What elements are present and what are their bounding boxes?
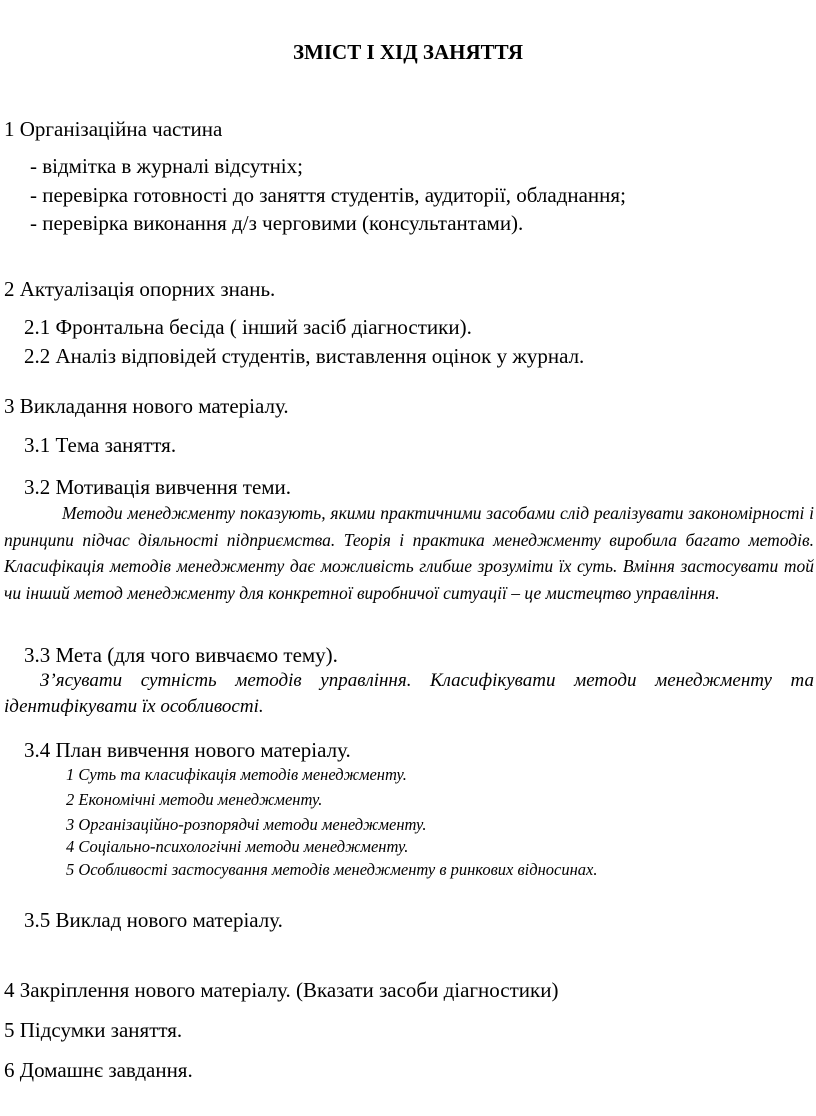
- list-item: - перевірка готовності до заняття студентів, аудиторії, обладнання;: [30, 183, 626, 207]
- section-3-1-heading: 3.1 Тема заняття.: [24, 433, 177, 457]
- section-3-heading: 3 Викладання нового матеріалу.: [4, 394, 289, 418]
- section-1-heading: 1 Організаційна частина: [4, 117, 223, 141]
- plan-item: 5 Особливості застосування методів менеджменту в ринкових відносинах.: [66, 860, 598, 879]
- list-item: - перевірка виконання д/з черговими (консультантами).: [30, 211, 524, 235]
- section-3-4-heading: 3.4 План вивчення нового матеріалу.: [24, 738, 351, 762]
- section-4-heading: 4 Закріплення нового матеріалу. (Вказати засоби діагностики): [4, 978, 559, 1002]
- page-title: ЗМІСТ І ХІД ЗАНЯТТЯ: [292, 40, 524, 64]
- section-3-5-heading: 3.5 Виклад нового матеріалу.: [24, 908, 283, 932]
- section-3-2-heading: 3.2 Мотивація вивчення теми.: [24, 475, 292, 499]
- section-6-heading: 6 Домашнє завдання.: [4, 1058, 193, 1082]
- goal-paragraph: З’ясувати сутність методів управління. Класифікувати методи менеджменту та ідентифікувати їх особливості.: [4, 670, 814, 717]
- plan-item: 4 Соціально-психологічні методи менеджменту.: [66, 837, 409, 856]
- plan-item: 2 Економічні методи менеджменту.: [66, 790, 323, 809]
- list-item: 2.2 Аналіз відповідей студентів, виставлення оцінок у журнал.: [24, 344, 585, 368]
- list-item: - відмітка в журналі відсутніх;: [30, 154, 303, 178]
- plan-item: 1 Суть та класифікація методів менеджменту.: [66, 765, 407, 784]
- plan-item: 3 Організаційно-розпорядчі методи менеджменту.: [66, 815, 427, 834]
- section-5-heading: 5 Підсумки заняття.: [4, 1018, 183, 1042]
- motivation-paragraph: Методи менеджменту показують, якими практичними засобами слід реалізувати закономірності і принципи підчас діяльності підприємства. Теорія і практика менеджменту виробила багато методів. Класифікація методів менеджменту дає можливість глибше зрозуміти їх суть. Вміння застосувати той чи інший метод менеджменту для конкретної виробничої ситуації – це мистецтво управління.: [4, 503, 814, 603]
- section-2-heading: 2 Актуалізація опорних знань.: [4, 277, 276, 301]
- section-3-3-heading: 3.3 Мета (для чого вивчаємо тему).: [24, 643, 338, 667]
- list-item: 2.1 Фронтальна бесіда ( інший засіб діагностики).: [24, 315, 472, 339]
